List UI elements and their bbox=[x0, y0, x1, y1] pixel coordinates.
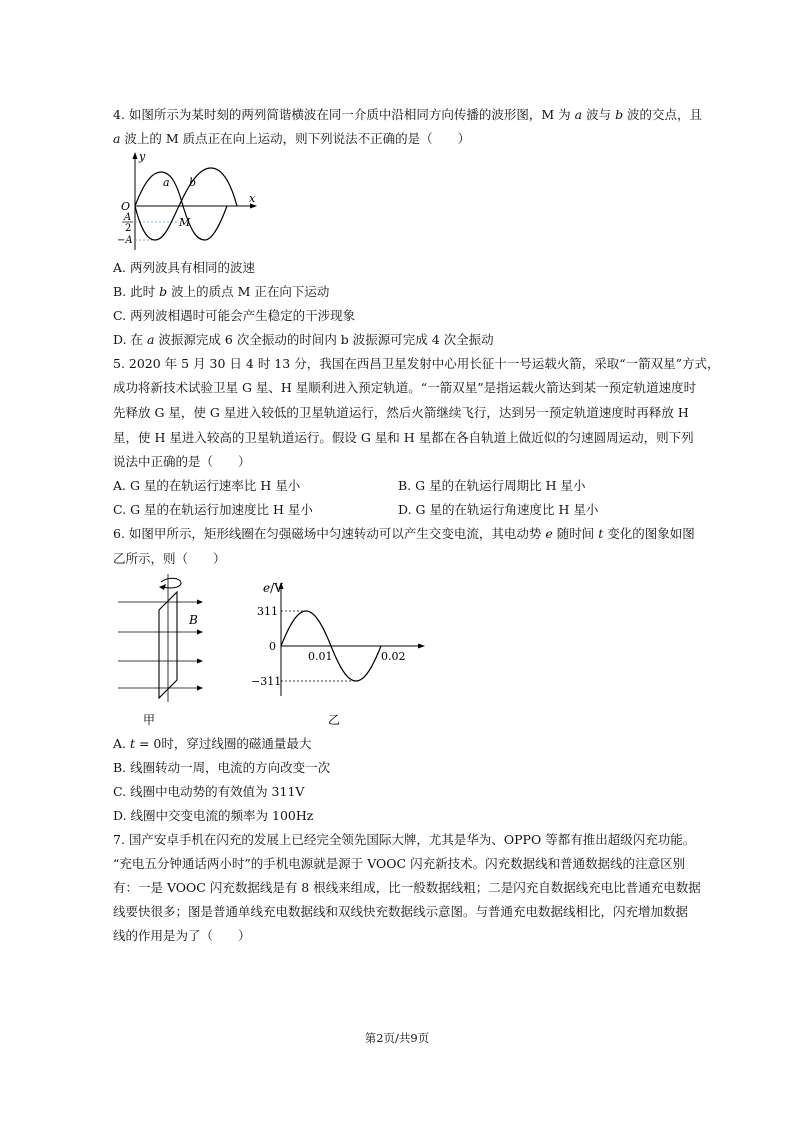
option-var: b bbox=[159, 284, 168, 299]
q7-stem-line2 bbox=[113, 856, 685, 872]
tick-0-02: 0.02 bbox=[381, 650, 406, 663]
option-text: D. 在 bbox=[113, 332, 147, 347]
q6-coil-figure bbox=[113, 572, 213, 727]
q6-text: 随时间 bbox=[552, 526, 599, 541]
q4-text: 波与 bbox=[582, 107, 616, 122]
e-axis-unit: /V bbox=[270, 581, 283, 595]
field-arrow-icon bbox=[197, 600, 203, 605]
wave-b-curve bbox=[135, 168, 237, 240]
q6-text: 变化的图象如图 bbox=[603, 526, 695, 541]
q7-stem-line5 bbox=[113, 928, 251, 944]
option-text: = 0 bbox=[135, 736, 162, 751]
q6-stem-line1 bbox=[113, 526, 695, 542]
rotation-arrowhead-icon bbox=[159, 584, 166, 590]
neg-amplitude-label: −A bbox=[117, 235, 133, 246]
q4-wave-figure bbox=[113, 150, 263, 253]
q7-text: 线的作用是为了（ ） bbox=[113, 928, 251, 943]
q4-text: 波上的 M 质点正在向上运动，则下列说法不正确的是（ ） bbox=[120, 131, 471, 146]
q4-option-b bbox=[113, 284, 329, 300]
field-arrow-icon bbox=[197, 686, 203, 691]
point-m-label: M bbox=[179, 216, 191, 229]
wave-b-label: b bbox=[189, 176, 197, 189]
q5-stem-line5 bbox=[113, 454, 251, 470]
q4-text: 波的交点，且 bbox=[623, 107, 703, 122]
q5-stem-line1 bbox=[113, 356, 719, 372]
q6-var-e: e bbox=[545, 526, 553, 541]
q6-option-d bbox=[113, 808, 313, 824]
option-text: 时，穿过线圈的磁通量最大 bbox=[161, 736, 312, 751]
q7-text: “充电五分钟通话两小时”的手机电源就是源于 VOOC 闪充新技术。闪充数据线和普通数据线的注意区别 bbox=[113, 856, 686, 871]
option-text: D. 线圈中交变电流的频率为 100Hz bbox=[113, 808, 314, 823]
option-text: C. 两列波相遇时可能会产生稳定的干涉现象 bbox=[113, 308, 356, 323]
y-axis-label: y bbox=[139, 150, 146, 163]
option-text: A. bbox=[113, 736, 130, 751]
field-arrow-icon bbox=[197, 630, 203, 635]
tick-0-01: 0.01 bbox=[308, 650, 333, 663]
q5-stem-line2 bbox=[113, 380, 696, 396]
q7-stem-line1 bbox=[113, 832, 695, 848]
q4-stem-line1 bbox=[113, 107, 702, 123]
option-var: t bbox=[129, 736, 136, 751]
wave-a-label: a bbox=[163, 176, 170, 189]
amplitude-denominator: 2 bbox=[125, 223, 132, 234]
option-text: A. G 星的在轨运行速率比 H 星小 bbox=[113, 478, 301, 493]
option-text: C. 线圈中电动势的有效值为 311V bbox=[113, 784, 305, 799]
q6-emf-graph bbox=[245, 576, 435, 726]
q5-text: 先释放 G 星，使 G 星进入较低的卫星轨道运行，然后火箭继续飞行，达到另一预定轨道速度时再释放 H bbox=[113, 405, 689, 420]
q4-stem-line2 bbox=[113, 131, 470, 147]
option-text: D. G 星的在轨运行角速度比 H 星小 bbox=[398, 502, 599, 517]
field-b-label: B bbox=[189, 613, 198, 627]
q5-option-b bbox=[398, 478, 585, 494]
q7-stem-line4 bbox=[113, 904, 688, 920]
q5-stem-line4 bbox=[113, 430, 694, 446]
field-arrow-icon bbox=[197, 659, 203, 664]
page-number-footer: 第2页/共9页 bbox=[364, 1031, 430, 1045]
q6-text: 6. 如图甲所示，矩形线圈在匀强磁场中匀速转动可以产生交变电流，其电动势 bbox=[113, 526, 546, 541]
option-text: B. G 星的在轨运行周期比 H 星小 bbox=[398, 478, 586, 493]
t-axis-arrow-icon bbox=[418, 644, 425, 649]
q7-stem-line3 bbox=[113, 880, 701, 896]
q5-stem-line3 bbox=[113, 405, 689, 421]
figure-jia-caption: 甲 bbox=[143, 713, 156, 727]
q6-var-t: t bbox=[598, 526, 604, 541]
q5-text: 说法中正确的是（ ） bbox=[113, 454, 251, 469]
q4-var-a: a bbox=[574, 107, 583, 122]
q6-option-c bbox=[113, 784, 304, 800]
figure-yi-caption: 乙 bbox=[328, 713, 341, 726]
q5-text: 成功将新技术试验卫星 G 星、H 星顺利进入预定轨道。“一箭双星”是指运载火箭达到某一预定轨道速度时 bbox=[113, 380, 697, 395]
amplitude-numerator: A bbox=[124, 212, 132, 223]
q6-option-a bbox=[113, 736, 311, 752]
q6-stem-line2 bbox=[113, 551, 226, 567]
q4-option-a bbox=[113, 260, 255, 276]
q5-option-a bbox=[113, 478, 300, 494]
q4-option-c bbox=[113, 308, 355, 324]
option-text: B. 此时 bbox=[113, 284, 160, 299]
option-text: 波振源完成 6 次全振动的时间内 b 波振源可完成 4 次全振动 bbox=[154, 332, 494, 347]
q7-text: 有：一是 VOOC 闪充数据线是有 8 根线来组成，比一般数据线粗；二是闪充自数据线充电比普通充电数据 bbox=[113, 880, 701, 895]
q7-text: 7. 国产安卓手机在闪充的发展上已经完全领先国际大牌，尤其是华为、OPPO 等都有推出超级闪充功能。 bbox=[113, 832, 696, 847]
option-text: C. G 星的在轨运行加速度比 H 星小 bbox=[113, 502, 313, 517]
q5-option-d bbox=[398, 502, 598, 518]
x-axis-label: x bbox=[249, 192, 256, 205]
q6-option-b bbox=[113, 760, 330, 776]
q4-var-b: b bbox=[615, 107, 624, 122]
tick-311: 311 bbox=[257, 605, 278, 618]
origin-label: O bbox=[121, 200, 131, 213]
q4-var-a: a bbox=[113, 131, 121, 146]
q7-text: 线要快很多；图是普通单线充电数据线和双线快充数据线示意图。与普通充电数据线相比，闪充增加数据 bbox=[113, 904, 689, 919]
e-axis-var: e bbox=[263, 581, 271, 595]
q5-text: 星，使 H 星进入较高的卫星轨道运行。假设 G 星和 H 星都在各自轨道上做近似的匀速圆周运动，则下列 bbox=[113, 430, 694, 445]
q4-option-d bbox=[113, 332, 494, 348]
y-axis-arrow-icon bbox=[133, 152, 138, 159]
option-text: 波上的质点 M 正在向下运动 bbox=[167, 284, 330, 299]
tick-neg311: −311 bbox=[251, 675, 282, 688]
option-text: B. 线圈转动一周，电流的方向改变一次 bbox=[113, 760, 331, 775]
option-var: a bbox=[147, 332, 155, 347]
q4-text: 4. 如图所示为某时刻的两列简谐横波在同一介质中沿相同方向传播的波形图，M 为 bbox=[113, 107, 575, 122]
option-text: A. 两列波具有相同的波速 bbox=[113, 260, 255, 275]
q6-text: 乙所示，则（ ） bbox=[113, 551, 226, 566]
q5-text: 5. 2020 年 5 月 30 日 4 时 13 分，我国在西昌卫星发射中心用长征十一号运载火箭，采取“一箭双星”方式， bbox=[113, 356, 720, 371]
q5-option-c bbox=[113, 502, 313, 518]
e-axis-label bbox=[263, 581, 283, 595]
tick-0: 0 bbox=[269, 640, 276, 653]
